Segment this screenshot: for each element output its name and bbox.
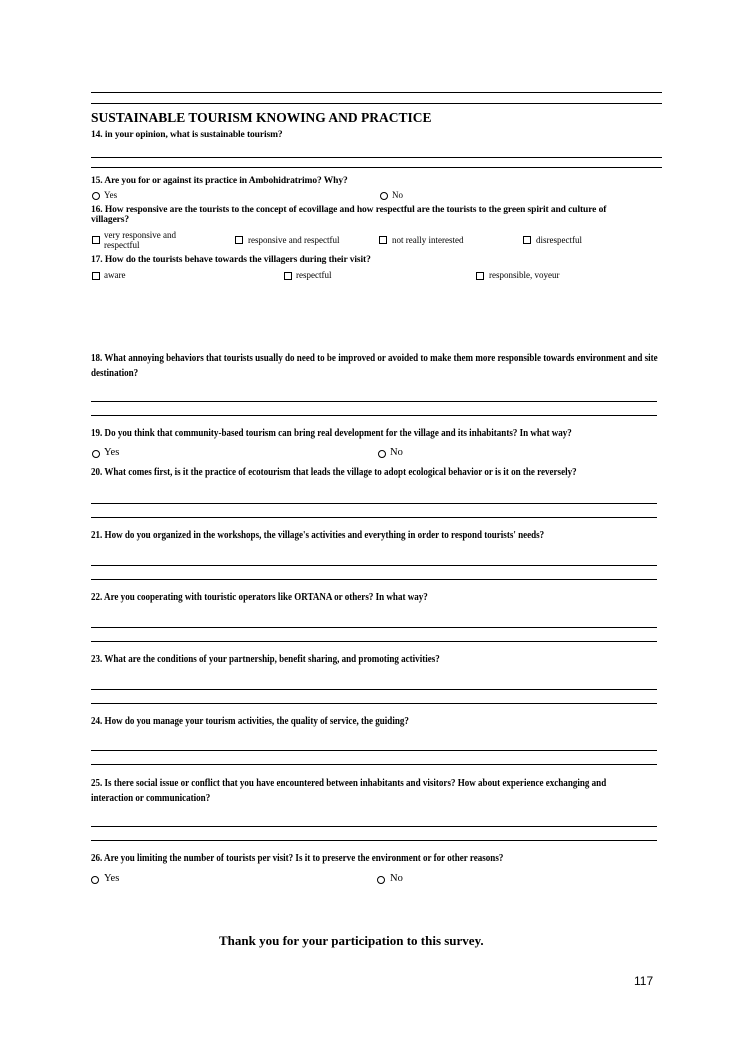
option-yes-label: Yes [104,190,118,200]
question-19: 19. Do you think that community-based tourism can bring real development for the village and its inhabitants? In what way? [91,428,572,439]
option-aware-label: aware [104,270,126,280]
question-25-text: 25. Is there social issue or conflict that you have encountered between inhabitants and visitors? How about experience exchanging and interaction or communication? [91,778,607,804]
question-25 [91,776,731,806]
question-22: 22. Are you cooperating with touristic operators like ORTANA or others? In what way? [91,592,428,603]
checkbox-aware[interactable] [92,272,100,280]
option-yes-label: Yes [104,447,120,458]
radio-no[interactable] [378,450,386,458]
thank-you-note: Thank you for your participation to this survey. [219,933,484,948]
option-not-interested-label: not really interested [392,235,464,245]
answer-line[interactable] [91,579,657,580]
radio-no[interactable] [380,192,388,200]
option-disrespectful-label: disrespectful [536,235,582,245]
question-14: 14. in your opinion, what is sustainable tourism? [91,130,283,140]
option-respectful-label: respectful [296,270,332,280]
answer-line[interactable] [91,840,657,841]
question-18 [91,351,745,381]
answer-line[interactable] [91,517,657,518]
section-title: SUSTAINABLE TOURISM KNOWING AND PRACTICE [91,110,432,125]
question-23: 23. What are the conditions of your partnership, benefit sharing, and promoting activities? [91,654,440,665]
checkbox-responsive-respectful[interactable] [235,236,243,244]
radio-yes[interactable] [92,450,100,458]
radio-yes[interactable] [92,192,100,200]
checkbox-disrespectful[interactable] [523,236,531,244]
answer-line[interactable] [91,703,657,704]
option-yes-label: Yes [104,873,120,884]
question-24: 24. How do you manage your tourism activities, the quality of service, the guiding? [91,716,409,727]
checkbox-responsible-voyeur[interactable] [476,272,484,280]
answer-line[interactable] [91,627,657,628]
option-no-label: No [390,873,403,884]
answer-line[interactable] [91,750,657,751]
question-21: 21. How do you organized in the workshops, the village's activities and everything in order to respond tourists' needs? [91,530,545,541]
answer-line[interactable] [91,415,657,416]
checkbox-not-interested[interactable] [379,236,387,244]
option-label-line: very responsive and [104,230,176,240]
page-number: 117 [634,974,654,988]
question-18-text: 18. What annoying behaviors that tourists usually do need to be improved or avoided to make them more responsible towards environment and site destination? [91,353,658,379]
question-26: 26. Are you limiting the number of tourists per visit? Is it to preserve the environment or for other reasons? [91,853,504,864]
option-no-label: No [390,447,403,458]
option-label-line: respectful [104,240,140,250]
answer-line[interactable] [91,103,662,104]
answer-line[interactable] [91,565,657,566]
question-17: 17. How do the tourists behave towards the villagers during their visit? [91,255,371,265]
answer-line[interactable] [91,641,657,642]
option-responsible-voyeur-label: responsible, voyeur [489,270,560,280]
answer-line[interactable] [91,826,657,827]
question-16-line2: villagers? [91,215,130,225]
radio-no[interactable] [377,876,385,884]
option-very-responsive-label [104,230,176,250]
answer-line[interactable] [91,689,657,690]
question-16-line1: 16. How responsive are the tourists to the concept of ecovillage and how respectful are the tourists to the green spirit and culture of [91,205,607,215]
radio-yes[interactable] [91,876,99,884]
answer-line[interactable] [91,167,662,168]
option-responsive-respectful-label: responsive and respectful [248,235,340,245]
question-20: 20. What comes first, is it the practice of ecotourism that leads the village to adopt ecological behavior or is it on the reversely? [91,467,577,478]
checkbox-very-responsive[interactable] [92,236,100,244]
answer-line[interactable] [91,503,657,504]
answer-line[interactable] [91,92,662,93]
checkbox-respectful[interactable] [284,272,292,280]
answer-line[interactable] [91,764,657,765]
answer-line[interactable] [91,157,662,158]
question-15: 15. Are you for or against its practice in Ambohidratrimo? Why? [91,176,348,186]
answer-line[interactable] [91,401,657,402]
option-no-label: No [392,190,403,200]
